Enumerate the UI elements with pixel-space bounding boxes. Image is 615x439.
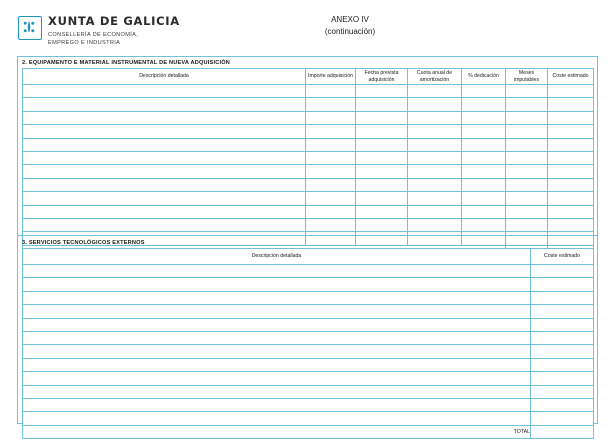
table-cell[interactable] xyxy=(408,85,462,98)
document-header xyxy=(0,0,615,50)
table-cell[interactable] xyxy=(462,192,506,205)
table-cell[interactable] xyxy=(462,151,506,164)
table-cell[interactable] xyxy=(531,358,594,371)
table-row xyxy=(23,412,594,425)
table-cell[interactable] xyxy=(462,85,506,98)
table-cell[interactable] xyxy=(531,345,594,358)
col-descripcion: Descripción detallada xyxy=(23,69,306,85)
table-cell[interactable] xyxy=(306,205,356,218)
section-2-table xyxy=(22,68,594,259)
section-2-title: 2. EQUIPAMENTO E MATERIAL INSTRUMENTAL DE NUEVA ADQUISICIÓN xyxy=(22,60,231,66)
table-cell[interactable] xyxy=(356,138,408,151)
table-cell[interactable] xyxy=(356,192,408,205)
table-cell[interactable] xyxy=(356,205,408,218)
table-cell[interactable] xyxy=(408,192,462,205)
table-cell[interactable] xyxy=(531,372,594,385)
section-3-total-value[interactable] xyxy=(531,425,594,438)
table-cell[interactable] xyxy=(23,331,531,344)
table-cell[interactable] xyxy=(506,125,548,138)
institution-logo xyxy=(18,16,180,47)
table-cell[interactable] xyxy=(506,192,548,205)
table-cell[interactable] xyxy=(356,178,408,191)
table-cell[interactable] xyxy=(462,138,506,151)
table-cell[interactable] xyxy=(306,125,356,138)
table-cell[interactable] xyxy=(531,385,594,398)
table-row xyxy=(23,398,594,411)
table-cell[interactable] xyxy=(306,138,356,151)
table-cell[interactable] xyxy=(306,98,356,111)
institution-name-block xyxy=(48,16,180,47)
table-row xyxy=(23,265,594,278)
table-row xyxy=(23,98,594,111)
document-title-sub: (continuación) xyxy=(324,27,376,36)
table-cell[interactable] xyxy=(531,398,594,411)
section-divider xyxy=(18,235,597,236)
section-3-total-row xyxy=(23,425,594,438)
table-cell[interactable] xyxy=(462,165,506,178)
table-row xyxy=(23,331,594,344)
table-cell[interactable] xyxy=(506,111,548,124)
document-title xyxy=(265,14,435,38)
section-3-body xyxy=(23,265,594,426)
table-cell[interactable] xyxy=(23,385,531,398)
table-cell[interactable] xyxy=(548,165,594,178)
table-row xyxy=(23,178,594,191)
table-row xyxy=(23,165,594,178)
table-row xyxy=(23,372,594,385)
table-cell[interactable] xyxy=(408,165,462,178)
table-cell[interactable] xyxy=(548,178,594,191)
table-cell[interactable] xyxy=(23,372,531,385)
table-cell[interactable] xyxy=(548,218,594,231)
table-cell[interactable] xyxy=(548,151,594,164)
table-cell[interactable] xyxy=(462,111,506,124)
table-cell[interactable] xyxy=(356,218,408,231)
table-cell[interactable] xyxy=(408,138,462,151)
table-cell[interactable] xyxy=(23,205,306,218)
table-cell[interactable] xyxy=(531,291,594,304)
table-cell[interactable] xyxy=(356,151,408,164)
table-cell[interactable] xyxy=(462,178,506,191)
table-cell[interactable] xyxy=(531,265,594,278)
table-cell[interactable] xyxy=(306,111,356,124)
col-importe-adquisicion: Importe adquisición xyxy=(306,69,356,85)
col-dedicacion: % dedicación xyxy=(462,69,506,85)
section-3-total-label: TOTAL xyxy=(23,425,531,438)
table-row xyxy=(23,138,594,151)
section-3-header-row xyxy=(23,249,594,265)
table-cell[interactable] xyxy=(506,218,548,231)
col-descripcion-servicios: Descripción detallada xyxy=(23,249,531,265)
table-cell[interactable] xyxy=(408,205,462,218)
section-2-header-row xyxy=(23,69,594,85)
table-cell[interactable] xyxy=(462,125,506,138)
table-cell[interactable] xyxy=(23,358,531,371)
table-cell[interactable] xyxy=(506,98,548,111)
table-cell[interactable] xyxy=(462,218,506,231)
table-cell[interactable] xyxy=(531,305,594,318)
table-cell[interactable] xyxy=(23,165,306,178)
table-cell[interactable] xyxy=(408,151,462,164)
table-cell[interactable] xyxy=(531,331,594,344)
table-row xyxy=(23,305,594,318)
section-equipamento xyxy=(18,57,597,259)
table-cell[interactable] xyxy=(23,218,306,231)
table-cell[interactable] xyxy=(408,98,462,111)
document-title-main: ANEXO IV xyxy=(331,15,369,24)
table-cell[interactable] xyxy=(462,98,506,111)
brand-title: XUNTA DE GALICIA xyxy=(48,14,180,28)
col-meses-imputables: Meses imputables xyxy=(506,69,548,85)
table-cell[interactable] xyxy=(506,151,548,164)
table-cell[interactable] xyxy=(23,192,306,205)
table-cell[interactable] xyxy=(306,178,356,191)
table-cell[interactable] xyxy=(356,165,408,178)
table-cell[interactable] xyxy=(548,192,594,205)
table-cell[interactable] xyxy=(23,98,306,111)
table-cell[interactable] xyxy=(548,205,594,218)
table-row xyxy=(23,192,594,205)
table-cell[interactable] xyxy=(23,278,531,291)
table-row xyxy=(23,318,594,331)
section-3-table xyxy=(22,248,594,439)
table-row xyxy=(23,111,594,124)
table-cell[interactable] xyxy=(506,178,548,191)
form-frame xyxy=(17,56,598,435)
table-cell[interactable] xyxy=(548,85,594,98)
table-cell[interactable] xyxy=(506,85,548,98)
table-cell[interactable] xyxy=(408,218,462,231)
table-row xyxy=(23,85,594,98)
table-cell[interactable] xyxy=(23,305,531,318)
table-cell[interactable] xyxy=(306,192,356,205)
table-row xyxy=(23,218,594,231)
section-servicios xyxy=(18,237,597,439)
table-cell[interactable] xyxy=(23,318,531,331)
section-2-body xyxy=(23,85,594,246)
col-coste-estimado: Coste estimado xyxy=(548,69,594,85)
table-cell[interactable] xyxy=(306,165,356,178)
table-row xyxy=(23,358,594,371)
table-cell[interactable] xyxy=(506,205,548,218)
table-cell[interactable] xyxy=(548,138,594,151)
table-cell[interactable] xyxy=(356,98,408,111)
col-cuota-amortizacion: Cuota anual de amortización xyxy=(408,69,462,85)
table-row xyxy=(23,151,594,164)
table-cell[interactable] xyxy=(23,151,306,164)
brand-subtitle-line-2: EMPREGO E INDUSTRIA xyxy=(48,39,121,46)
table-cell[interactable] xyxy=(23,138,306,151)
table-cell[interactable] xyxy=(408,111,462,124)
xunta-emblem-icon xyxy=(18,16,42,40)
table-cell[interactable] xyxy=(462,205,506,218)
table-row xyxy=(23,205,594,218)
table-row xyxy=(23,278,594,291)
table-cell[interactable] xyxy=(23,111,306,124)
table-row xyxy=(23,125,594,138)
table-cell[interactable] xyxy=(23,265,531,278)
table-cell[interactable] xyxy=(356,85,408,98)
table-cell[interactable] xyxy=(23,178,306,191)
table-cell[interactable] xyxy=(23,345,531,358)
table-cell[interactable] xyxy=(408,178,462,191)
section-3-title: 3. SERVICIOS TECNOLÓGICOS EXTERNOS xyxy=(22,240,145,246)
table-cell[interactable] xyxy=(548,98,594,111)
col-fecha-prevista: Fecha prevista adquisición xyxy=(356,69,408,85)
table-cell[interactable] xyxy=(506,138,548,151)
table-cell[interactable] xyxy=(23,291,531,304)
brand-subtitle-line-1: CONSELLERÍA DE ECONOMÍA, xyxy=(48,31,139,38)
table-cell[interactable] xyxy=(23,85,306,98)
table-cell[interactable] xyxy=(356,111,408,124)
table-row xyxy=(23,385,594,398)
table-cell[interactable] xyxy=(408,125,462,138)
table-cell[interactable] xyxy=(23,412,531,425)
table-cell[interactable] xyxy=(506,165,548,178)
table-cell[interactable] xyxy=(306,218,356,231)
table-cell[interactable] xyxy=(306,151,356,164)
table-cell[interactable] xyxy=(548,125,594,138)
table-cell[interactable] xyxy=(306,85,356,98)
table-row xyxy=(23,345,594,358)
table-cell[interactable] xyxy=(356,125,408,138)
table-row xyxy=(23,291,594,304)
table-cell[interactable] xyxy=(23,398,531,411)
col-coste-estimado-servicios: Coste estimado xyxy=(531,249,594,265)
table-cell[interactable] xyxy=(23,125,306,138)
table-cell[interactable] xyxy=(531,318,594,331)
table-cell[interactable] xyxy=(531,278,594,291)
table-cell[interactable] xyxy=(548,111,594,124)
table-cell[interactable] xyxy=(531,412,594,425)
